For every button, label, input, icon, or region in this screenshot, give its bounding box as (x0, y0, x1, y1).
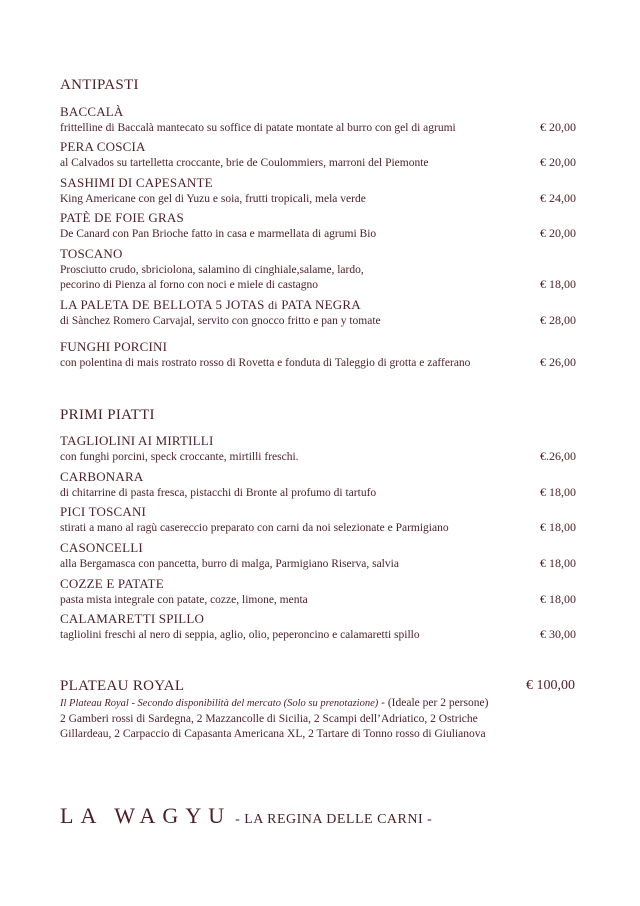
menu-item-price: € 28,00 (540, 313, 576, 327)
plateau-royal-price: € 100,00 (526, 678, 575, 693)
section-title-primi-piatti: PRIMI PIATTI (60, 407, 155, 423)
menu-item-name: TOSCANO (60, 246, 123, 261)
menu-item-price: € 18,00 (540, 592, 576, 606)
menu-item-description-line-2: pecorino di Pienza al forno con noci e miele di castagno (60, 279, 319, 291)
plateau-royal-title: PLATEAU ROYAL (60, 678, 185, 694)
menu-item-price: € 18,00 (540, 485, 576, 499)
menu-item-description: di Sànchez Romero Carvajal, servito con gnocco fritto e pan y tomate (60, 315, 381, 327)
menu-item-name: PICI TOSCANI (60, 504, 147, 519)
menu-item-description: pasta mista integrale con patate, cozze, limone, menta (60, 594, 308, 606)
menu-item-description: tagliolini freschi al nero di seppia, aglio, olio, peperoncino e calamaretti spillo (60, 629, 420, 641)
menu-item-description: King Americane con gel di Yuzu e soia, frutti tropicali, mela verde (60, 193, 366, 205)
menu-item-name-connector: di (268, 298, 278, 312)
menu-item-name-suffix: PATA NEGRA (277, 297, 361, 312)
menu-item-description: con funghi porcini, speck croccante, mirtilli freschi. (60, 451, 299, 463)
menu-item-description: al Calvados su tartelletta croccante, brie de Coulommiers, marroni del Piemonte (60, 157, 429, 169)
menu-item-description: di chitarrine di pasta fresca, pistacchi di Bronte al profumo di tartufo (60, 487, 377, 499)
plateau-royal-contents-line-2: Gillardeau, 2 Carpaccio di Capasanta Americana XL, 2 Tartare di Tonno rosso di Giulianova (60, 728, 486, 740)
menu-item-name: TAGLIOLINI AI MIRTILLI (60, 433, 214, 448)
menu-item-price: € 26,00 (540, 355, 576, 369)
menu-item-description: con polentina di mais rostrato rosso di Rovetta e fonduta di Taleggio di grotta e zafferano (60, 357, 471, 369)
menu-item-price: € 20,00 (540, 226, 576, 240)
menu-item-name: COZZE E PATATE (60, 576, 164, 591)
section-title-antipasti: ANTIPASTI (60, 77, 139, 93)
menu-item-price: € 18,00 (540, 520, 576, 534)
menu-item-name: SASHIMI DI CAPESANTE (60, 175, 213, 190)
menu-item-description: alla Bergamasca con pancetta, burro di malga, Parmigiano Riserva, salvia (60, 558, 399, 570)
menu-item-price: € 24,00 (540, 191, 576, 205)
menu-item-price: € 20,00 (540, 155, 576, 169)
plateau-royal-contents-line-1: 2 Gamberi rossi di Sardegna, 2 Mazzancolle di Sicilia, 2 Scampi dell’Adriatico, 2 Ostriche (60, 713, 478, 725)
plateau-royal-note-plain: - (Ideale per 2 persone) (378, 697, 489, 709)
wagyu-heading-subtitle: - LA REGINA DELLE CARNI - (231, 812, 433, 827)
menu-item-price: € 18,00 (540, 277, 576, 291)
menu-item-price: €.26,00 (540, 449, 576, 463)
menu-item-description: stirati a mano al ragù casereccio preparato con carni da noi selezionate e Parmigiano (60, 522, 449, 534)
menu-item-description: De Canard con Pan Brioche fatto in casa e marmellata di agrumi Bio (60, 228, 377, 240)
plateau-royal-note (60, 697, 488, 709)
menu-item-name: CARBONARA (60, 469, 144, 484)
wagyu-heading-main: LA WAGYU (60, 803, 232, 828)
menu-item-name: CALAMARETTI SPILLO (60, 611, 205, 626)
menu-item-name: PERA COSCIA (60, 139, 146, 154)
menu-item-name (60, 297, 361, 313)
menu-item-name-prefix: LA PALETA DE BELLOTA 5 JOTAS (60, 297, 269, 312)
menu-item-name: BACCALÀ (60, 104, 124, 119)
menu-item-price: € 20,00 (540, 120, 576, 134)
menu-item-name: CASONCELLI (60, 540, 143, 555)
menu-item-price: € 18,00 (540, 556, 576, 570)
menu-item-price: € 30,00 (540, 627, 576, 641)
menu-item-name: FUNGHI PORCINI (60, 339, 168, 354)
menu-item-description: frittelline di Baccalà mantecato su soffice di patate montate al burro con gel di agrumi (60, 122, 456, 134)
menu-item-description: Prosciutto crudo, sbriciolona, salamino di cinghiale,salame, lardo, (60, 264, 364, 276)
wagyu-heading (60, 803, 432, 829)
plateau-royal-note-italic: Il Plateau Royal - Secondo disponibilità del mercato (Solo su prenotazione) (60, 698, 379, 709)
menu-item-name: PATÈ DE FOIE GRAS (60, 210, 184, 225)
